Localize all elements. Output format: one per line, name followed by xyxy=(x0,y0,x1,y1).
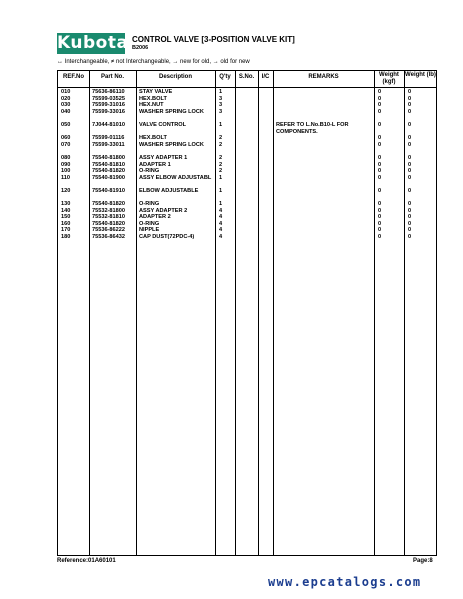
weight-lb-cell: 0 xyxy=(408,135,412,142)
description-cell: ASSY ADAPTER 2 xyxy=(139,207,188,214)
quantity-cell: 1 xyxy=(219,89,223,95)
part-number-cell: 75536-86222 xyxy=(92,227,125,234)
ref-cell: 010 xyxy=(61,89,71,95)
table-row xyxy=(58,208,436,215)
description-cell: O-RING xyxy=(139,220,160,227)
remarks-cell: REFER TO L.No.B10-L FOR COMPONENTS. xyxy=(276,121,349,135)
ref-cell: 150 xyxy=(61,214,71,221)
description-cell: ASSY ELBOW ADJUSTABL xyxy=(139,174,212,181)
quantity-cell: 4 xyxy=(219,214,223,221)
table-row xyxy=(58,122,436,135)
ref-cell: 050 xyxy=(61,121,71,128)
ref-cell: 140 xyxy=(61,207,71,214)
part-number-cell: 75599-03525 xyxy=(92,95,125,102)
table-row xyxy=(58,234,436,247)
quantity-cell: 2 xyxy=(219,154,223,161)
quantity-cell: 1 xyxy=(219,174,223,181)
weight-kgf-cell: 0 xyxy=(378,234,382,241)
weight-kgf-cell: 0 xyxy=(378,168,382,175)
model-number: B2006 xyxy=(132,45,149,51)
table-row xyxy=(58,162,436,169)
ref-cell: 080 xyxy=(61,154,71,161)
part-number-cell: 75540-81820 xyxy=(92,201,125,208)
table-row xyxy=(58,221,436,228)
weight-kgf-cell: 0 xyxy=(378,214,382,221)
table-body xyxy=(58,89,436,247)
quantity-cell: 1 xyxy=(219,201,223,208)
table-row xyxy=(58,175,436,188)
page-number: Page:8 xyxy=(413,558,433,564)
quantity-cell: 3 xyxy=(219,95,223,102)
header-weight-kgf: Weight (kgf) xyxy=(379,72,399,85)
part-number-cell: 75532-81800 xyxy=(92,207,125,214)
table-row xyxy=(58,188,436,201)
ref-cell: 120 xyxy=(61,187,71,194)
weight-lb-cell: 0 xyxy=(408,121,412,128)
part-number-cell: 75599-01116 xyxy=(92,135,125,142)
weight-kgf-cell: 0 xyxy=(378,135,382,142)
ref-cell: 180 xyxy=(61,234,71,241)
description-cell: CAP DUST(72PDC-4) xyxy=(139,234,195,241)
part-number-cell: 75599-33011 xyxy=(92,141,125,148)
ref-cell: 130 xyxy=(61,201,71,208)
description-cell: O-RING xyxy=(139,201,160,208)
weight-lb-cell: 0 xyxy=(408,168,412,175)
weight-lb-cell: 0 xyxy=(408,220,412,227)
weight-lb-cell: 0 xyxy=(408,108,412,115)
quantity-cell: 3 xyxy=(219,102,223,109)
quantity-cell: 4 xyxy=(219,227,223,234)
part-number-cell: 7J044-81010 xyxy=(92,121,125,128)
weight-lb-cell: 0 xyxy=(408,89,412,95)
header-part: Part No. xyxy=(100,74,124,80)
weight-lb-cell: 0 xyxy=(408,161,412,168)
weight-lb-cell: 0 xyxy=(408,154,412,161)
kubota-logo: Kubota xyxy=(57,33,129,53)
weight-kgf-cell: 0 xyxy=(378,141,382,148)
weight-kgf-cell: 0 xyxy=(378,227,382,234)
description-cell: VALVE CONTROL xyxy=(139,121,187,128)
part-number-cell: 75540-81900 xyxy=(92,174,125,181)
quantity-cell: 2 xyxy=(219,141,223,148)
quantity-cell: 4 xyxy=(219,207,223,214)
header-ic: I/C xyxy=(261,74,270,80)
table-row xyxy=(58,89,436,96)
header-description: Description xyxy=(158,74,192,80)
weight-kgf-cell: 0 xyxy=(378,121,382,128)
part-number-cell: 75599-33016 xyxy=(92,108,125,115)
table-row xyxy=(58,135,436,142)
description-cell: ADAPTER 1 xyxy=(139,161,171,168)
weight-lb-cell: 0 xyxy=(408,234,412,241)
description-cell: O-RING xyxy=(139,168,160,175)
quantity-cell: 4 xyxy=(219,234,223,241)
ref-cell: 030 xyxy=(61,102,71,109)
ref-cell: 160 xyxy=(61,220,71,227)
table-row xyxy=(58,214,436,221)
part-number-cell: 75540-81800 xyxy=(92,154,125,161)
weight-lb-cell: 0 xyxy=(408,174,412,181)
quantity-cell: 1 xyxy=(219,187,223,194)
weight-lb-cell: 0 xyxy=(408,95,412,102)
table-row xyxy=(58,102,436,109)
weight-kgf-cell: 0 xyxy=(378,161,382,168)
table-row xyxy=(58,168,436,175)
description-cell: STAY VALVE xyxy=(139,89,173,95)
weight-lb-cell: 0 xyxy=(408,187,412,194)
weight-kgf-cell: 0 xyxy=(378,220,382,227)
weight-kgf-cell: 0 xyxy=(378,201,382,208)
description-cell: ELBOW ADJUSTABLE xyxy=(139,187,199,194)
weight-lb-cell: 0 xyxy=(408,207,412,214)
table-row xyxy=(58,96,436,103)
part-number-cell: 75540-81820 xyxy=(92,220,125,227)
description-cell: HEX.NUT xyxy=(139,102,164,109)
header-weight-lb: Weight (lb) xyxy=(405,72,436,78)
weight-lb-cell: 0 xyxy=(408,214,412,221)
ref-cell: 060 xyxy=(61,135,71,142)
weight-lb-cell: 0 xyxy=(408,201,412,208)
description-cell: HEX.BOLT xyxy=(139,135,167,142)
table-row xyxy=(58,155,436,162)
ref-cell: 090 xyxy=(61,161,71,168)
ref-cell: 020 xyxy=(61,95,71,102)
parts-table xyxy=(57,70,437,556)
quantity-cell: 2 xyxy=(219,168,223,175)
ref-cell: 070 xyxy=(61,141,71,148)
description-cell: ASSY ADAPTER 1 xyxy=(139,154,188,161)
description-cell: NIPPLE xyxy=(139,227,160,234)
weight-lb-cell: 0 xyxy=(408,102,412,109)
ref-cell: 170 xyxy=(61,227,71,234)
header-divider xyxy=(58,87,436,88)
quantity-cell: 1 xyxy=(219,121,223,128)
description-cell: WASHER SPRING LOCK xyxy=(139,141,204,148)
part-number-cell: 75540-81810 xyxy=(92,161,125,168)
weight-kgf-cell: 0 xyxy=(378,102,382,109)
ref-cell: 110 xyxy=(61,174,71,181)
description-cell: WASHER SPRING LOCK xyxy=(139,108,204,115)
weight-kgf-cell: 0 xyxy=(378,95,382,102)
weight-kgf-cell: 0 xyxy=(378,174,382,181)
quantity-cell: 4 xyxy=(219,220,223,227)
table-row xyxy=(58,227,436,234)
description-cell: ADAPTER 2 xyxy=(139,214,171,221)
description-cell: HEX.BOLT xyxy=(139,95,167,102)
part-number-cell: 75536-86432 xyxy=(92,234,125,241)
table-row xyxy=(58,109,436,122)
header-ref: REF.No xyxy=(63,74,84,80)
weight-kgf-cell: 0 xyxy=(378,187,382,194)
watermark: www.epcatalogs.com xyxy=(268,575,422,589)
header-serial-no: S.No. xyxy=(238,74,255,80)
part-number-cell: 75599-31016 xyxy=(92,102,125,109)
weight-kgf-cell: 0 xyxy=(378,108,382,115)
weight-kgf-cell: 0 xyxy=(378,154,382,161)
ref-cell: 040 xyxy=(61,108,71,115)
part-number-cell: 75636-86110 xyxy=(92,89,125,95)
part-number-cell: 75540-81820 xyxy=(92,168,125,175)
weight-kgf-cell: 0 xyxy=(378,207,382,214)
ref-cell: 100 xyxy=(61,168,71,175)
header-qty: Q'ty xyxy=(219,74,231,80)
weight-lb-cell: 0 xyxy=(408,227,412,234)
interchangeability-legend: ↔ Interchangeable, ≠ not Interchangeable, → new for old, → old for new xyxy=(57,59,250,65)
document-title: CONTROL VALVE [3-POSITION VALVE KIT] xyxy=(132,35,295,44)
part-number-cell: 75532-81810 xyxy=(92,214,125,221)
weight-kgf-cell: 0 xyxy=(378,89,382,95)
weight-lb-cell: 0 xyxy=(408,141,412,148)
quantity-cell: 3 xyxy=(219,108,223,115)
header-remarks: REMARKS xyxy=(308,74,339,80)
part-number-cell: 75540-81910 xyxy=(92,187,125,194)
reference-number: Reference:01A60101 xyxy=(57,558,116,564)
quantity-cell: 2 xyxy=(219,161,223,168)
quantity-cell: 2 xyxy=(219,135,223,142)
table-row xyxy=(58,201,436,208)
table-row xyxy=(58,142,436,155)
